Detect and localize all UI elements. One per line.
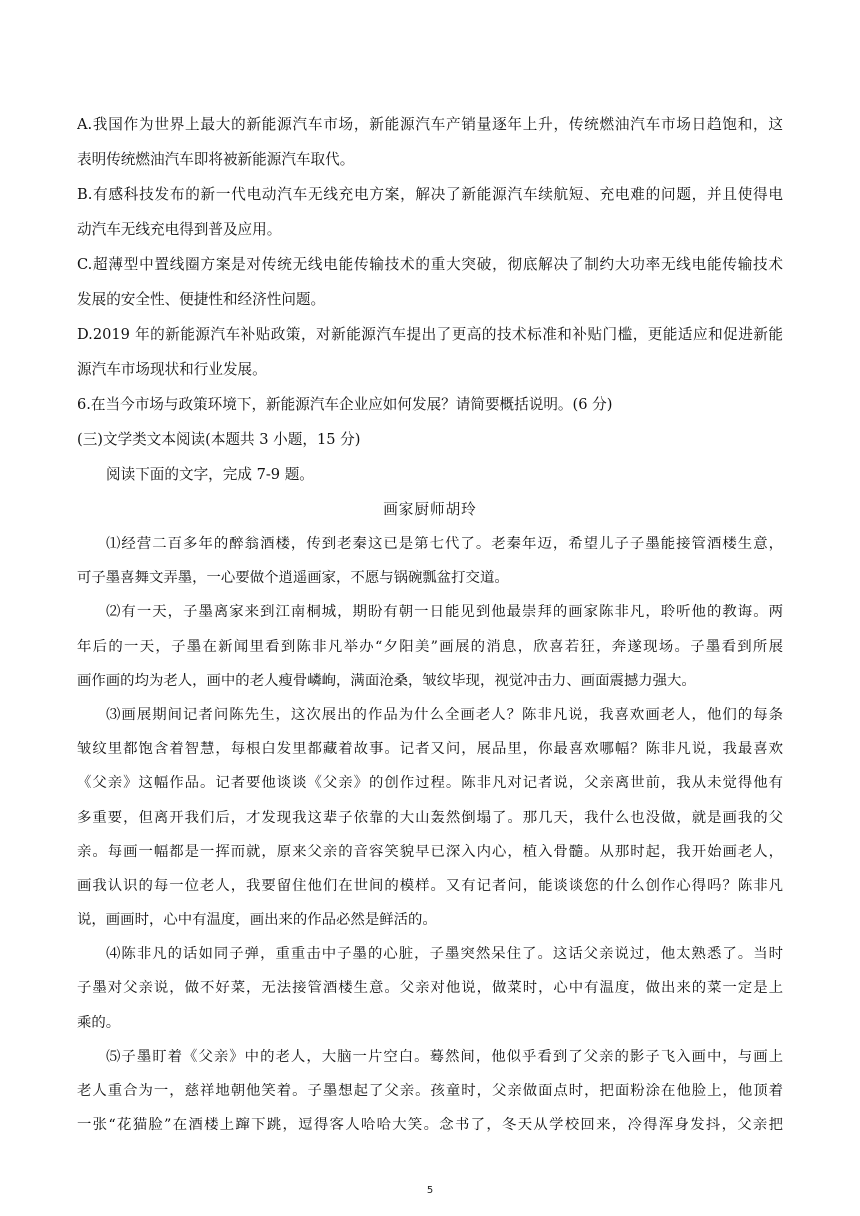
- option-a-line: 表明传统燃油汽车即将被新能源汽车取代。: [77, 151, 355, 168]
- paragraph-line: 年后的一天，子墨在新闻里看到陈非凡举办“夕阳美”画展的消息，欣喜若狂，奔遂现场。子墨看到所展: [77, 638, 783, 655]
- paragraph-line: ⑶画展期间记者问陈先生，这次展出的作品为什么全画老人？陈非凡说，我喜欢画老人，他们的每条: [106, 706, 783, 723]
- paragraph-line: ⑷陈非凡的话如同子弹，重重击中子墨的心脏，子墨突然呆住了。这话父亲说过，他太熟悉了。当时: [106, 946, 783, 963]
- paragraph-line: ⑵有一天，子墨离家来到江南桐城，期盼有朝一日能见到他最崇拜的画家陈非凡，聆听他的教诲。两: [106, 604, 783, 621]
- page-number: 5: [426, 1185, 434, 1196]
- paragraph-line: 老人重合为一，慈祥地朝他笑着。子墨想起了父亲。孩童时，父亲做面点时，把面粉涂在他脸上，他顶着: [77, 1083, 783, 1099]
- page-content: [77, 107, 783, 1142]
- story-title: 画家厨师胡玲: [383, 501, 477, 518]
- story-paragraph-1: [77, 527, 783, 595]
- option-a: [77, 107, 783, 177]
- option-c: [77, 247, 783, 317]
- paragraph-line: 子墨对父亲说，做不好菜，无法接管酒楼生意。父亲对他说，做菜时，心中有温度，做出来的菜一定是上: [77, 980, 783, 997]
- paragraph-line: 说，画画时，心中有温度，画出来的作品必然是鲜活的。: [77, 912, 437, 929]
- option-b-line: B.有感科技发布的新一代电动汽车无线充电方案，解决了新能源汽车续航短、充电难的问题，并且使得电: [77, 186, 783, 203]
- paragraph-line: ⑸子墨盯着《父亲》中的老人，大脑一片空白。蓦然间，他似乎看到了父亲的影子飞入画中，与画上: [106, 1048, 783, 1065]
- paragraph-line: 《父亲》这幅作品。记者要他谈谈《父亲》的创作过程。陈非凡对记者说，父亲离世前，我从未觉得他有: [77, 775, 783, 792]
- paragraph-line: 可子墨喜舞文弄墨，一心要做个逍遥画家，不愿与锅碗瓢盆打交道。: [77, 570, 509, 587]
- paragraph-line: 画作画的均为老人，画中的老人瘦骨嶙峋，满面沧桑，皱纹毕现，视觉冲击力、画面震撼力强大。: [77, 672, 696, 689]
- option-b: [77, 177, 783, 247]
- question-6: 6.在当今市场与政策环境下，新能源汽车企业应如何发展？请简要概括说明。(6 分): [77, 396, 613, 413]
- option-b-line: 动汽车无线充电得到普及应用。: [77, 221, 282, 238]
- paragraph-line: 多重要，但离开我们后，才发现我这辈子依靠的大山轰然倒塌了。那几天，我什么也没做，就是画我的父: [77, 809, 783, 826]
- section-heading: (三)文学类文本阅读(本题共 3 小题，15 分): [77, 431, 361, 448]
- story-paragraph-4: [77, 937, 783, 1040]
- story-paragraph-3: [77, 698, 783, 937]
- option-d-line: D.2019 年的新能源汽车补贴政策，对新能源汽车提出了更高的技术标准和补贴门槛，更能适应和促进新能: [77, 326, 783, 343]
- option-c-line: C.超薄型中置线圈方案是对传统无线电能传输技术的重大突破，彻底解决了制约大功率无线电能传输技术: [77, 256, 783, 273]
- paragraph-line: 亲。每画一幅都是一挥而就，原来父亲的音容笑貌早已深入内心，植入骨髓。从那时起，我开始画老人，: [77, 843, 783, 860]
- reading-instruction: 阅读下面的文字，完成 7-9 题。: [106, 466, 314, 483]
- option-d: [77, 317, 783, 387]
- paragraph-line: 一张“花猫脸”在酒楼上蹿下跳，逗得客人哈哈大笑。念书了，冬天从学校回来，冷得浑身发抖，父亲把: [77, 1117, 783, 1134]
- option-c-line: 发展的安全性、便捷性和经济性问题。: [77, 291, 326, 308]
- paragraph-line: 乘的。: [77, 1014, 121, 1031]
- paragraph-line: 画我认识的每一位老人，我要留住他们在世间的模样。又有记者问，能谈谈您的什么创作心得吗？陈非凡: [77, 877, 783, 894]
- paragraph-line: ⑴经营二百多年的醉翁酒楼，传到老秦这已是第七代了。老秦年迈，希望儿子子墨能接管酒楼生意，: [106, 536, 783, 552]
- paragraph-line: 皱纹里都饱含着智慧，每根白发里都藏着故事。记者又问，展品里，你最喜欢哪幅？陈非凡说，我最喜欢: [77, 741, 783, 758]
- story-paragraph-5: [77, 1040, 783, 1143]
- story-paragraph-2: [77, 595, 783, 698]
- option-a-line: A.我国作为世界上最大的新能源汽车市场，新能源汽车产销量逐年上升，传统燃油汽车市场日趋饱和，这: [77, 116, 783, 133]
- option-d-line: 源汽车市场现状和行业发展。: [77, 361, 267, 378]
